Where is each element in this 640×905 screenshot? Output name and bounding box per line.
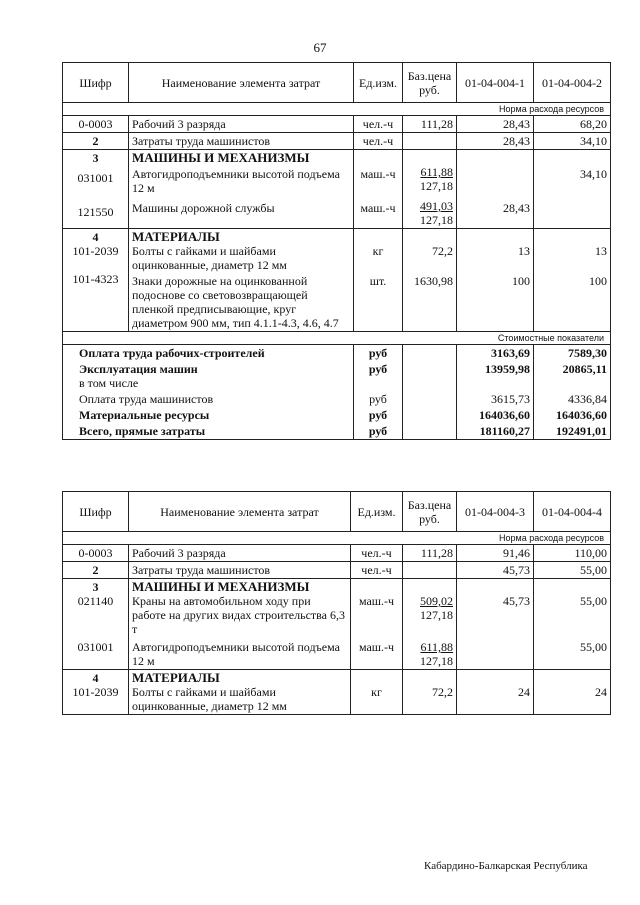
row-price: 509,02 bbox=[420, 594, 453, 608]
total-name: в том числе bbox=[79, 376, 139, 390]
table-header-row bbox=[63, 63, 611, 103]
total-name: Всего, прямые затраты bbox=[79, 424, 206, 438]
row-value-1: 13 bbox=[518, 244, 530, 258]
total-unit: руб bbox=[368, 362, 388, 376]
row-price-secondary: 127,18 bbox=[420, 179, 453, 193]
row-value-2: 55,00 bbox=[580, 640, 607, 654]
row-unit: чел.-ч bbox=[354, 116, 403, 133]
section-row bbox=[63, 150, 611, 229]
norm-label: Норма расхода ресурсов bbox=[63, 103, 611, 116]
row-unit: чел.-ч bbox=[351, 562, 403, 579]
row-value-2: 34,10 bbox=[580, 167, 607, 181]
cost-table-2 bbox=[62, 491, 611, 715]
section-code: 3 bbox=[92, 151, 99, 165]
header-unit: Ед.изм. bbox=[354, 63, 403, 103]
row-unit: маш.-ч bbox=[360, 201, 396, 215]
row-code: 031001 bbox=[77, 640, 114, 654]
cost-label-row bbox=[63, 332, 611, 345]
row-name: Знаки дорожные на оцинкованной подоснове со световозвращающей пленкой предписывающие, круг диаметром 900 мм, тип 4.1.1-4.3, 4.6, 4.7 bbox=[132, 274, 339, 330]
row-value-1: 100 bbox=[512, 274, 530, 288]
table-header-row bbox=[63, 492, 611, 532]
row-price: 611,88 bbox=[420, 640, 453, 654]
total-name: Оплата труда рабочих-строителей bbox=[79, 346, 265, 360]
row-price: 611,88 bbox=[420, 165, 453, 179]
header-code: Шифр bbox=[63, 492, 129, 532]
row-value-1: 28,43 bbox=[503, 201, 530, 215]
row-code: 0-0003 bbox=[63, 545, 129, 562]
row-value-1: 28,43 bbox=[457, 133, 534, 150]
total-name: Материальные ресурсы bbox=[79, 408, 210, 422]
row-code: 021140 bbox=[77, 594, 114, 608]
total-unit: руб bbox=[368, 424, 388, 438]
norm-label: Норма расхода ресурсов bbox=[63, 532, 611, 545]
row-unit: чел.-ч bbox=[351, 545, 403, 562]
total-value-2: 192491,01 bbox=[556, 424, 607, 438]
total-value-1: 13959,98 bbox=[485, 362, 530, 376]
row-name: Болты с гайками и шайбами оцинкованные, диаметр 12 мм bbox=[132, 244, 287, 272]
total-name: Эксплуатация машин bbox=[79, 362, 198, 376]
footer-region: Кабардино-Балкарская Республика bbox=[424, 860, 588, 872]
row-value-1: 45,73 bbox=[457, 562, 534, 579]
row-value-1: 45,73 bbox=[503, 594, 530, 608]
row-value-2: 13 bbox=[595, 244, 607, 258]
header-price: Баз.цена руб. bbox=[403, 63, 457, 103]
row-price: 72,2 bbox=[432, 685, 453, 699]
row-value-2: 24 bbox=[595, 685, 607, 699]
row-price: 111,28 bbox=[403, 116, 457, 133]
section-title: МАТЕРИАЛЫ bbox=[132, 670, 220, 685]
row-unit: маш.-ч bbox=[360, 167, 396, 181]
total-unit: руб bbox=[368, 408, 388, 422]
total-unit: руб bbox=[369, 392, 387, 406]
total-value-2: 164036,60 bbox=[556, 408, 607, 422]
section-code: 4 bbox=[92, 671, 99, 685]
row-value-2: 100 bbox=[589, 274, 607, 288]
row-unit: шт. bbox=[369, 274, 387, 288]
row-price: 72,2 bbox=[432, 244, 453, 258]
cost-table-1 bbox=[62, 62, 611, 440]
page-number: 67 bbox=[313, 40, 327, 55]
row-unit: маш.-ч bbox=[358, 640, 395, 654]
row-value-1: 28,43 bbox=[457, 116, 534, 133]
row-unit: кг bbox=[372, 244, 384, 258]
header-col1: 01-04-004-3 bbox=[457, 492, 534, 532]
section-row bbox=[63, 670, 611, 715]
row-code: 101-4323 bbox=[72, 272, 119, 286]
total-name: Оплата труда машинистов bbox=[79, 392, 214, 406]
header-price: Баз.цена руб. bbox=[403, 492, 457, 532]
row-name: Затраты труда машинистов bbox=[129, 562, 351, 579]
row-unit: чел.-ч bbox=[354, 133, 403, 150]
row-value-2: 110,00 bbox=[534, 545, 611, 562]
row-price-secondary: 127,18 bbox=[420, 213, 453, 227]
row-name: Болты с гайками и шайбами оцинкованные, диаметр 12 мм bbox=[132, 685, 287, 713]
total-value-2: 20865,11 bbox=[562, 362, 607, 376]
row-value-2: 55,00 bbox=[580, 594, 607, 608]
section-row bbox=[63, 229, 611, 332]
row-price-secondary: 127,18 bbox=[420, 608, 453, 622]
header-col1: 01-04-004-1 bbox=[457, 63, 534, 103]
row-price: 111,28 bbox=[403, 545, 457, 562]
row-price: 1630,98 bbox=[414, 274, 453, 288]
norm-label-row bbox=[63, 103, 611, 116]
section-title: МАШИНЫ И МЕХАНИЗМЫ bbox=[132, 579, 310, 594]
total-value-1: 3615,73 bbox=[491, 392, 530, 406]
row-unit: кг bbox=[371, 685, 382, 699]
header-name: Наименование элемента затрат bbox=[129, 63, 354, 103]
row-name: Рабочий 3 разряда bbox=[129, 116, 354, 133]
section-code: 3 bbox=[92, 580, 99, 594]
section-title: МАШИНЫ И МЕХАНИЗМЫ bbox=[132, 150, 310, 165]
row-unit: маш.-ч bbox=[358, 594, 395, 608]
row-name: Затраты труда машинистов bbox=[129, 133, 354, 150]
total-value-2: 4336,84 bbox=[568, 392, 607, 406]
table-row bbox=[63, 562, 611, 579]
header-col2: 01-04-004-2 bbox=[534, 63, 611, 103]
total-value-1: 3163,69 bbox=[491, 346, 530, 360]
section-title: МАТЕРИАЛЫ bbox=[132, 229, 220, 244]
totals-block bbox=[63, 345, 611, 440]
header-unit: Ед.изм. bbox=[351, 492, 403, 532]
row-name: Автогидроподъемники высотой подъема 12 м bbox=[132, 640, 340, 668]
row-name: Автогидроподъемники высотой подъема 12 м bbox=[132, 167, 340, 195]
total-value-1: 181160,27 bbox=[479, 424, 530, 438]
cost-label: Стоимостные показатели bbox=[63, 332, 611, 345]
total-value-2: 7589,30 bbox=[568, 346, 607, 360]
row-code: 101-2039 bbox=[72, 685, 119, 699]
section-code: 4 bbox=[92, 230, 99, 244]
row-name: Рабочий 3 разряда bbox=[129, 545, 351, 562]
row-value-2: 34,10 bbox=[534, 133, 611, 150]
header-col2: 01-04-004-4 bbox=[534, 492, 611, 532]
row-value-2: 68,20 bbox=[534, 116, 611, 133]
row-name: Машины дорожной службы bbox=[132, 201, 275, 215]
row-code: 031001 bbox=[77, 171, 114, 185]
row-code: 2 bbox=[63, 133, 129, 150]
row-value-1: 24 bbox=[518, 685, 530, 699]
row-price: 491,03 bbox=[420, 199, 453, 213]
header-name: Наименование элемента затрат bbox=[129, 492, 351, 532]
norm-label-row bbox=[63, 532, 611, 545]
section-row bbox=[63, 579, 611, 670]
row-value-2: 55,00 bbox=[534, 562, 611, 579]
header-code: Шифр bbox=[63, 63, 129, 103]
total-value-1: 164036,60 bbox=[479, 408, 530, 422]
row-code: 101-2039 bbox=[72, 244, 119, 258]
row-code: 2 bbox=[63, 562, 129, 579]
total-unit: руб bbox=[368, 346, 388, 360]
table-row bbox=[63, 133, 611, 150]
table-row bbox=[63, 116, 611, 133]
row-value-1: 91,46 bbox=[457, 545, 534, 562]
row-price-secondary: 127,18 bbox=[420, 654, 453, 668]
table-row bbox=[63, 545, 611, 562]
row-name: Краны на автомобильном ходу при работе на других видах строительства 6,3 т bbox=[132, 594, 345, 636]
row-code: 0-0003 bbox=[63, 116, 129, 133]
row-code: 121550 bbox=[77, 205, 114, 219]
